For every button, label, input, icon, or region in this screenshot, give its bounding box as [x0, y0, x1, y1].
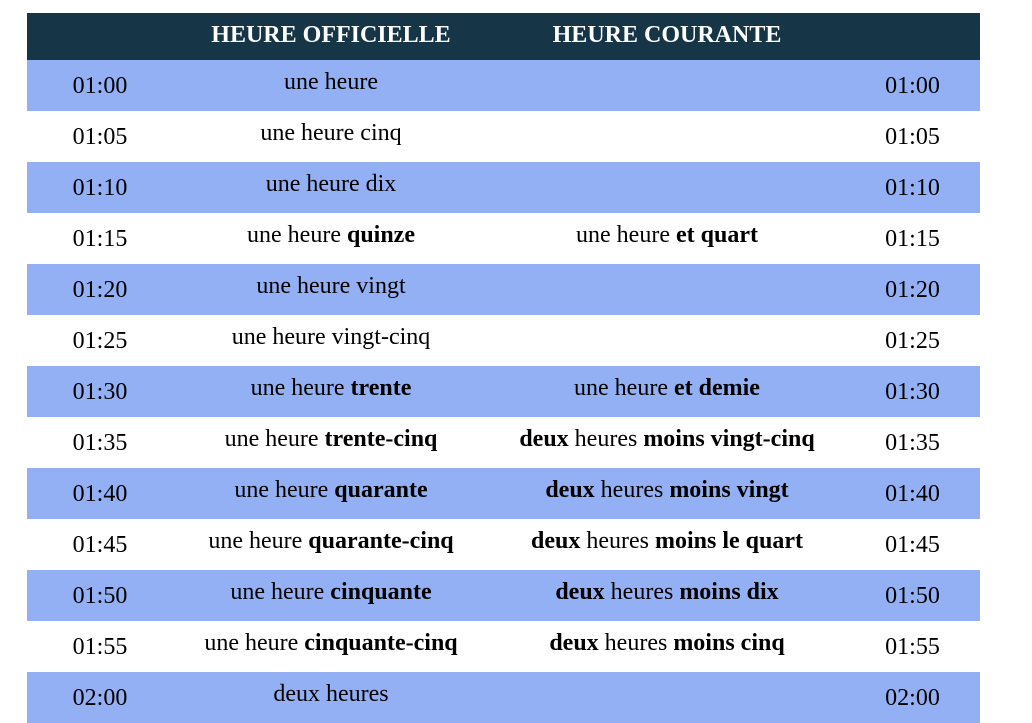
header-time-right: [845, 13, 980, 60]
official-time-cell: [173, 417, 489, 468]
time-cell-right: 01:45: [885, 532, 940, 558]
text: une heure: [230, 579, 331, 605]
time-cell: 02:00: [72, 685, 128, 711]
official-time-cell: [173, 213, 489, 264]
bold-text: quarante-cinq: [308, 528, 454, 554]
bold-text: cinquante: [330, 579, 432, 605]
table-row: [27, 111, 980, 162]
text: heures: [568, 426, 644, 452]
time-cell: 01:40: [72, 481, 128, 507]
table-row: [27, 213, 980, 264]
bold-text: deux: [530, 528, 581, 554]
official-time-cell: [173, 60, 489, 111]
text: une heure: [576, 222, 676, 248]
table-row: [27, 366, 980, 417]
bold-text: cinquante-cinq: [304, 630, 458, 656]
current-time-cell: [489, 111, 845, 162]
time-cell-right: 01:05: [885, 124, 940, 150]
bold-text: quarante: [334, 477, 428, 503]
text: une heure: [247, 222, 347, 248]
table-row: [27, 264, 980, 315]
bold-text: trente: [350, 375, 412, 401]
current-time-cell: [489, 60, 845, 111]
current-time-cell: [489, 162, 845, 213]
time-cell-right: 01:55: [885, 634, 940, 660]
header-official-time: HEURE OFFICIELLE: [211, 22, 451, 48]
official-time-cell: [173, 315, 489, 366]
text: deux heures: [273, 681, 389, 707]
official-time-cell: [173, 111, 489, 162]
bold-text: deux: [545, 477, 595, 503]
current-time-cell: [489, 519, 845, 570]
time-cell: 01:30: [72, 379, 128, 405]
bold-text: moins le quart: [654, 528, 803, 554]
text: une heure: [208, 528, 309, 554]
text: une heure: [234, 477, 335, 503]
text: une heure cinq: [260, 120, 402, 146]
time-cell: 01:25: [72, 328, 128, 354]
text: heures: [594, 477, 670, 503]
text: une heure: [224, 426, 325, 452]
current-time-cell: [489, 468, 845, 519]
text: une heure: [284, 69, 378, 95]
time-cell-right: 01:25: [885, 328, 940, 354]
text: une heure: [574, 375, 674, 401]
bold-text: moins vingt: [669, 477, 789, 503]
bold-text: moins vingt-cinq: [643, 426, 815, 452]
time-cell: 01:10: [72, 175, 128, 201]
current-time-cell: [489, 672, 845, 723]
official-time-cell: [173, 519, 489, 570]
time-cell-right: 01:50: [885, 583, 940, 609]
text: une heure vingt-cinq: [231, 324, 431, 350]
bold-text: deux: [519, 426, 569, 452]
current-time-cell: [489, 417, 845, 468]
official-time-cell: [173, 672, 489, 723]
table-row: [27, 60, 980, 111]
table-row: [27, 315, 980, 366]
bold-text: et demie: [673, 375, 760, 401]
text: heures: [598, 630, 674, 656]
text: une heure vingt: [256, 273, 406, 299]
bold-text: et quart: [675, 222, 758, 248]
table-row: [27, 468, 980, 519]
time-cell: 01:20: [72, 277, 128, 303]
current-time-cell: [489, 264, 845, 315]
text: une heure dix: [265, 171, 397, 197]
text: une heure: [250, 375, 351, 401]
time-cell: 01:45: [72, 532, 128, 558]
bold-text: moins cinq: [673, 630, 785, 656]
time-cell-right: 01:00: [885, 73, 940, 99]
table-row: [27, 162, 980, 213]
time-cell-right: 01:30: [885, 379, 940, 405]
bold-text: deux: [555, 579, 605, 605]
bold-text: trente-cinq: [324, 426, 438, 452]
official-time-cell: [173, 366, 489, 417]
table-row: [27, 417, 980, 468]
french-time-table: [27, 13, 980, 723]
time-cell: 01:35: [72, 430, 128, 456]
current-time-cell: [489, 366, 845, 417]
time-cell: 01:55: [72, 634, 128, 660]
current-time-cell: [489, 315, 845, 366]
time-cell-right: 01:20: [885, 277, 940, 303]
bold-text: moins dix: [679, 579, 779, 605]
bold-text: deux: [549, 630, 599, 656]
table-row: [27, 621, 980, 672]
text: une heure: [204, 630, 305, 656]
table-row: [27, 672, 980, 723]
time-cell-right: 02:00: [885, 685, 940, 711]
time-cell-right: 01:40: [885, 481, 940, 507]
bold-text: quinze: [346, 222, 415, 248]
time-cell: 01:00: [72, 73, 128, 99]
table-header-row: [27, 13, 980, 60]
table-row: [27, 519, 980, 570]
text: heures: [580, 528, 655, 554]
official-time-cell: [173, 264, 489, 315]
time-cell: 01:50: [72, 583, 128, 609]
time-cell-right: 01:15: [885, 226, 940, 252]
current-time-cell: [489, 570, 845, 621]
official-time-cell: [173, 570, 489, 621]
time-cell: 01:05: [72, 124, 128, 150]
header-current-time: HEURE COURANTE: [552, 22, 782, 48]
header-time: [27, 13, 173, 60]
current-time-cell: [489, 213, 845, 264]
table-row: [27, 570, 980, 621]
time-cell-right: 01:35: [885, 430, 940, 456]
time-cell-right: 01:10: [885, 175, 940, 201]
official-time-cell: [173, 162, 489, 213]
table-body: [27, 60, 980, 723]
official-time-cell: [173, 468, 489, 519]
official-time-cell: [173, 621, 489, 672]
text: heures: [604, 579, 680, 605]
time-cell: 01:15: [72, 226, 128, 252]
current-time-cell: [489, 621, 845, 672]
